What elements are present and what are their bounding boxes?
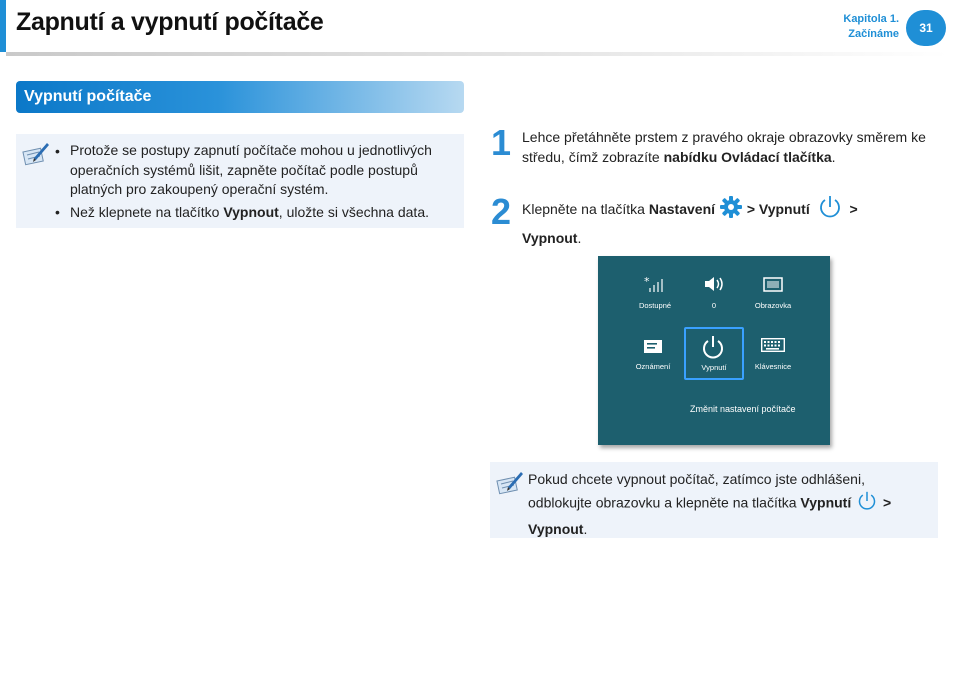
screen-icon (763, 277, 783, 295)
step-1-text-main: Lehce přetáhněte prstem z pravého okraje obrazovky směrem ke středu, čímž zobrazíte (522, 129, 926, 165)
note-pen-icon (22, 140, 50, 172)
chapter-number: Kapitola 1. (843, 13, 899, 25)
note-box (490, 462, 938, 538)
tile-network[interactable] (627, 274, 683, 314)
settings-charm-panel (598, 256, 830, 445)
tile-screen[interactable] (745, 274, 801, 314)
tile-screen-label: Obrazovka (754, 301, 792, 310)
change-pc-settings-link[interactable]: Změnit nastavení počítače (690, 404, 796, 414)
tile-notifications-label: Oznámení (635, 362, 671, 371)
step-1-text-end: . (831, 148, 836, 165)
note-bullet-2-text-end: , uložte si všechna data. (278, 204, 429, 220)
note-bullet-2-text: Než klepnete na tlačítko (70, 204, 224, 220)
tile-volume[interactable] (686, 274, 742, 314)
step-1-text (522, 128, 942, 167)
note-2-text-main: Pokud chcete vypnout počítač, zatímco jste odhlášeni, odblokujte obrazovku a klepněte na tlačítka (528, 471, 865, 511)
tile-power[interactable] (684, 327, 744, 380)
power-icon (701, 335, 725, 361)
vypnout-emphasis: Vypnout (223, 204, 279, 220)
notifications-icon (644, 340, 662, 356)
power-emphasis: Vypnutí (758, 201, 810, 218)
power-icon (857, 490, 877, 518)
step-2-separator: > (849, 201, 858, 218)
chapter-name: Začínáme (848, 28, 899, 40)
note-bullet-1: Protože se postupy zapnutí počítače mohou u jednotlivých operačních systémů lišit, zapněte počítač podle postupů platných pro zakoupený operační systém. (70, 142, 432, 197)
tile-notifications[interactable] (625, 334, 681, 374)
shutdown-emphasis: Vypnout (522, 230, 578, 246)
power-icon (818, 194, 842, 227)
step-number-1: 1 (491, 122, 512, 163)
tile-volume-label: 0 (711, 301, 717, 310)
tile-keyboard[interactable] (745, 334, 801, 374)
power-emphasis: Vypnutí (800, 494, 852, 511)
gear-icon (719, 195, 743, 226)
shutdown-emphasis: Vypnout (528, 521, 584, 537)
section-title: Vypnutí počítače (24, 88, 152, 105)
tile-keyboard-label: Klávesnice (754, 362, 792, 371)
header-divider (6, 52, 948, 56)
speaker-icon (703, 275, 725, 295)
wifi-signal-icon (643, 276, 665, 296)
keyboard-icon (761, 338, 785, 354)
tile-power-label: Vypnutí (701, 363, 727, 372)
header-accent-bar (0, 0, 6, 52)
note-2-text-end: . (583, 521, 588, 537)
step-number-2: 2 (491, 191, 512, 232)
charms-menu-emphasis: nabídku Ovládací tlačítka (663, 148, 832, 165)
note-pen-icon (496, 469, 524, 501)
section-banner (16, 81, 464, 113)
chapter-label (843, 12, 899, 42)
bullet-dot: • (55, 143, 60, 159)
note-box (16, 134, 464, 228)
step-2-separator: > (746, 201, 759, 218)
note-2-text (528, 468, 928, 540)
page-number-badge: 31 (906, 10, 946, 46)
tile-network-label: Dostupné (638, 301, 672, 310)
bullet-dot: • (55, 204, 60, 220)
svg-text:*: * (644, 276, 650, 288)
step-2-text (522, 194, 942, 250)
note-bullet-2 (70, 203, 460, 223)
settings-emphasis: Nastavení (648, 201, 716, 218)
page-title: Zapnutí a vypnutí počítače (16, 8, 324, 36)
note-2-separator: > (883, 494, 892, 511)
step-2-text-main: Klepněte na tlačítka (522, 201, 649, 218)
step-2-text-end: . (577, 230, 582, 246)
